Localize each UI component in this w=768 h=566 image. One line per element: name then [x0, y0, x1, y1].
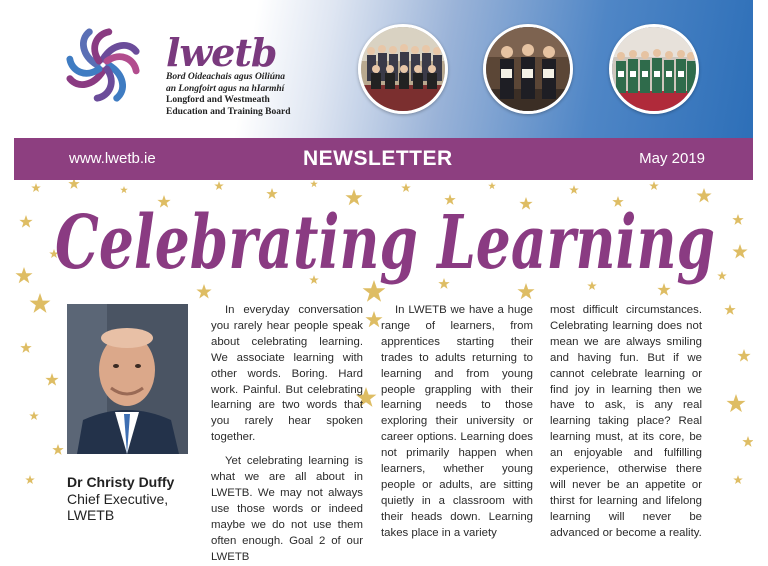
newsletter-band	[14, 138, 753, 180]
brand-wordmark: lwetb	[166, 30, 277, 75]
brand-english-line2: Education and Training Board	[166, 106, 291, 117]
website-url: www.lwetb.ie	[69, 150, 156, 167]
article-column-3	[550, 303, 702, 542]
brand-irish-line1: Bord Oideachais agus Oiliúna	[166, 72, 286, 82]
group-photo-1	[358, 24, 448, 114]
col3-paragraph-1: most difficult circumstances. Celebrating learning does not mean we are always smiling and having fun. But if we cannot celebrate learning or find joy in learning then we have to ask, is any real learning taking place? Real learning must, at its core, be an enjoyable and fulfilling experience, otherwise there will never be an appetite or thirst for learning and lifelong learning will never be advanced or become a reality.	[550, 304, 702, 539]
masthead	[14, 0, 753, 138]
col1-paragraph-1: In everyday conversation you rarely hear people speak about celebrating learning. We associate learning with other words. Boring. Hard work. Painful. But celebrating learning are two words that you rarely hear spoken together.	[211, 304, 363, 444]
brand-irish-line2: an Longfoirt agus na hIarmhí	[166, 83, 285, 94]
lwetb-swirl-logo	[64, 26, 142, 104]
article-column-1	[211, 303, 363, 566]
group-photo-2	[483, 24, 573, 114]
author-portrait	[67, 304, 188, 454]
col2-paragraph-1: In LWETB we have a huge range of learners, from apprentices starting their trades to adults returning to learning and from young people grappling with their learning needs to those exploring their university or career options. Learning does not primarily happen when learners, whether young people or adults, are sitting quietly in a classroom with their heads down. Learning takes place in a variety	[381, 304, 533, 539]
brand-subtitle	[166, 72, 336, 118]
newsletter-title: NEWSLETTER	[303, 147, 453, 170]
headline	[45, 180, 725, 300]
group-photo-3	[609, 24, 699, 114]
author-org: LWETB	[67, 507, 115, 523]
author-role: Chief Executive,	[67, 491, 169, 507]
issue-date: May 2019	[639, 150, 705, 167]
article-column-2	[381, 303, 533, 542]
brand-english-line1: Longford and Westmeath	[166, 95, 270, 105]
headline-text: Celebrating Learning	[55, 200, 715, 286]
author-name: Dr Christy Duffy	[67, 474, 175, 490]
col1-paragraph-2: Yet celebrating learning is what we are all about in LWETB. We may not always use those words or indeed maybe we do not use them often enough. Goal 2 of our LWETB	[211, 455, 363, 563]
